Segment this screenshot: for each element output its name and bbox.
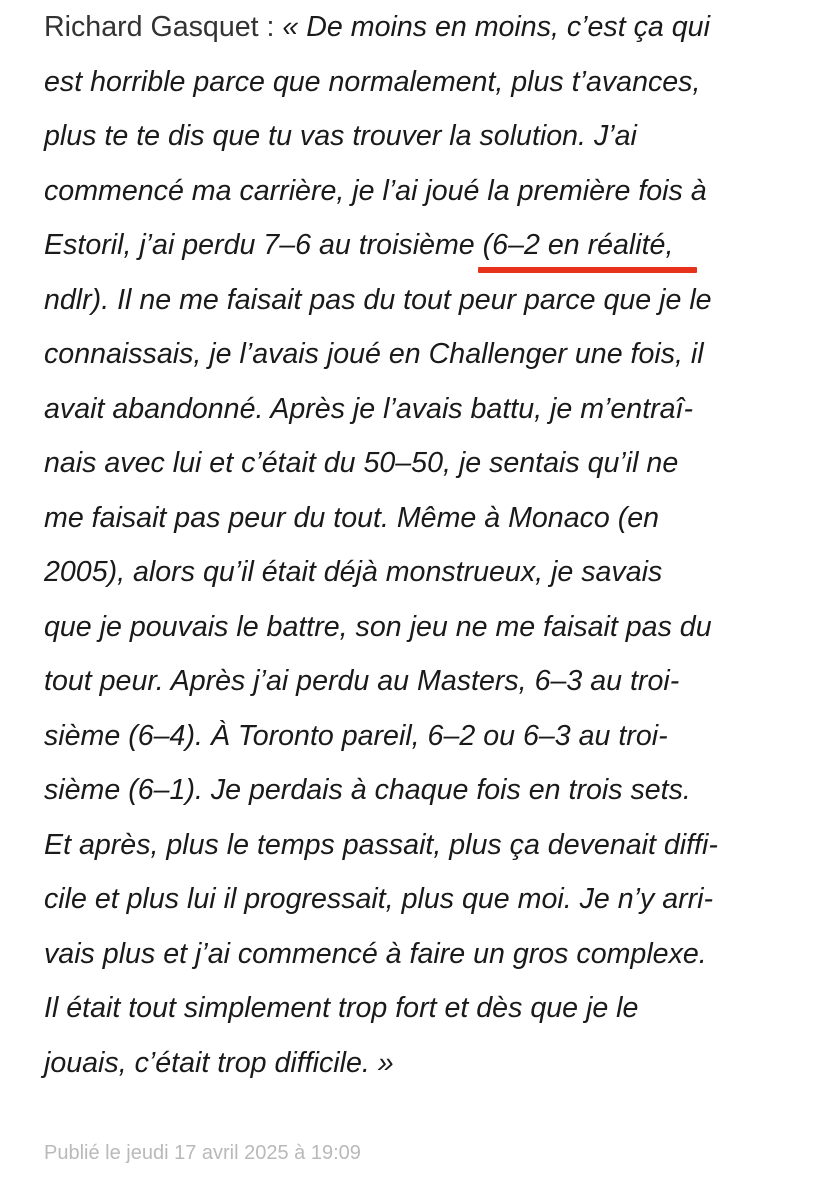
text-line: tout peur. Après j’ai perdu au Masters, 6–3 au troi- [44, 665, 680, 697]
text-line: jouais, c’était trop difficile. » [44, 1046, 394, 1079]
text-line: ndlr). Il ne me faisait pas du tout peur parce que je le [44, 283, 712, 316]
text-line: me faisait pas peur du tout. Même à Monaco (en [44, 501, 660, 534]
quote-text: Estoril, j’ai perdu 7–6 au troisième [44, 229, 483, 261]
correction-text: (6–2 en réalité, [482, 229, 674, 261]
red-underline-annotation [478, 267, 698, 273]
text-line: vais plus et j’ai commencé à faire un gros complexe. [44, 937, 707, 970]
text-line: avait abandonné. Après je l’avais battu, je m’entraî- [44, 392, 694, 425]
text-line: que je pouvais le battre, son jeu ne me faisait pas du [44, 610, 712, 643]
text-line: commencé ma carrière, je l’ai joué la première fois à [44, 174, 707, 207]
speaker-name: Richard Gasquet : [44, 11, 283, 43]
text-line: cile et plus lui il progressait, plus que moi. Je n’y arri- [44, 883, 714, 915]
text-line [44, 0, 804, 55]
text-line: sième (6–1). Je perdais à chaque fois en trois sets. [44, 774, 691, 806]
text-line: connaissais, je l’avais joué en Challenger une fois, il [44, 338, 704, 370]
text-line: plus te te dis que tu vas trouver la solution. J’ai [44, 120, 637, 152]
text-line: Et après, plus le temps passait, plus ça devenait diffi- [44, 828, 718, 861]
text-line: nais avec lui et c’était du 50–50, je sentais qu’il ne [44, 447, 679, 479]
text-line: sième (6–4). À Toronto pareil, 6–2 ou 6–3 au troi- [44, 719, 668, 752]
article-body [44, 0, 804, 1090]
highlighted-correction [483, 218, 674, 273]
text-line: Il était tout simplement trop fort et dès que je le [44, 992, 639, 1024]
text-line: est horrible parce que normalement, plus t’avances, [44, 65, 701, 98]
text-line [44, 218, 804, 273]
text-line: 2005), alors qu’il était déjà monstrueux, je savais [44, 556, 663, 588]
quote-text: « De moins en moins, c’est ça qui [282, 11, 710, 43]
publication-date: Publié le jeudi 17 avril 2025 à 19:09 [44, 1142, 361, 1164]
